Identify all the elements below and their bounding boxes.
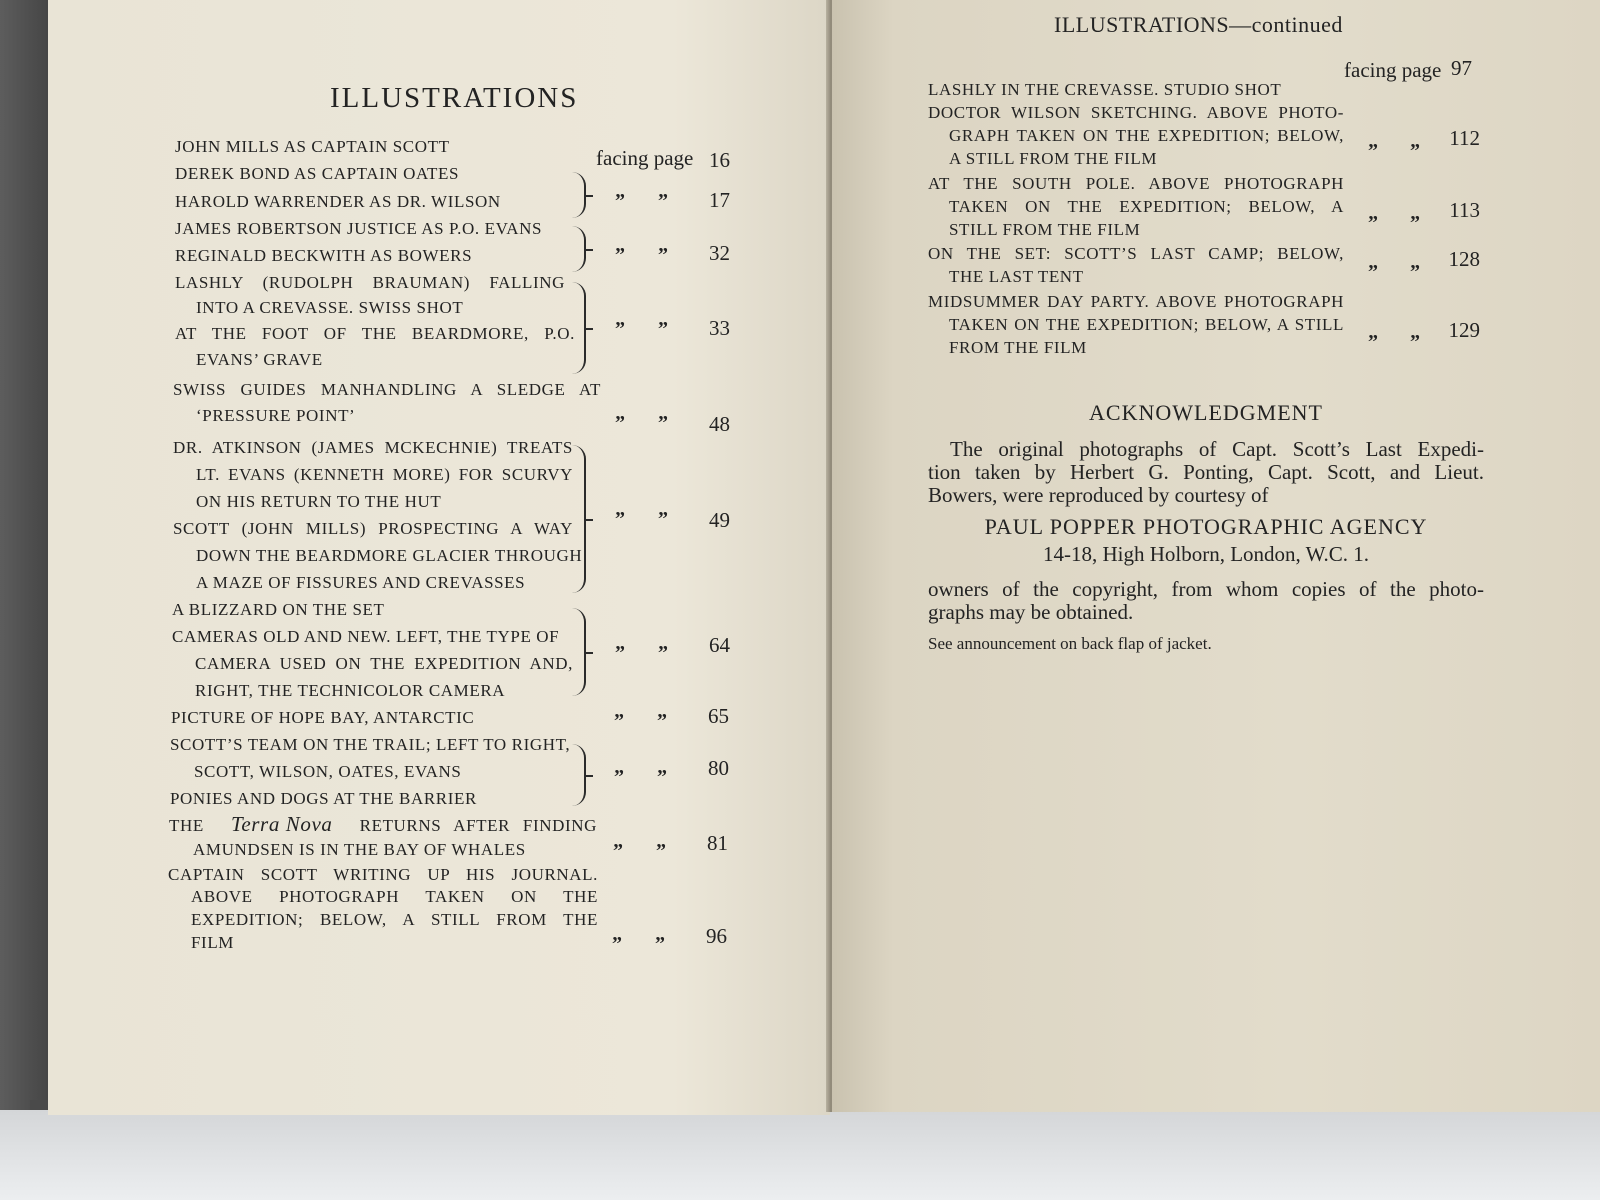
page-number: 16 (709, 148, 730, 172)
illustration-entry: PICTURE OF HOPE BAY, ANTARCTIC (171, 708, 475, 727)
ditto-mark: ” (655, 933, 665, 955)
copyright-paragraph (928, 578, 1484, 624)
ditto-mark: ” (615, 642, 625, 664)
table-surface (0, 1110, 1600, 1200)
page-number: 48 (709, 412, 730, 436)
illustration-entry-continued: EVANS’ GRAVE (196, 350, 323, 369)
illustrations-heading: ILLUSTRATIONS (330, 82, 579, 114)
illustration-entry (169, 812, 597, 837)
illustration-entry-continued: A STILL FROM THE FILM (949, 149, 1158, 168)
illustration-entry-continued: TAKEN ON THE EXPEDITION; BELOW, A (949, 197, 1344, 216)
ditto-mark: ” (1410, 331, 1420, 353)
grouping-brace (570, 282, 586, 374)
illustration-entry-continued: CAMERA USED ON THE EXPEDITION AND, (195, 654, 573, 673)
illustration-entry: SCOTT’S TEAM ON THE TRAIL; LEFT TO RIGHT, (170, 735, 571, 754)
left-page (48, 0, 830, 1115)
illustration-entry: HAROLD WARRENDER AS DR. WILSON (175, 192, 501, 211)
ditto-mark: ” (1410, 140, 1420, 162)
grouping-brace (570, 608, 586, 696)
illustration-entry-continued: DOWN THE BEARDMORE GLACIER THROUGH (196, 546, 583, 565)
illustration-entry-continued: ABOVE PHOTOGRAPH TAKEN ON THE (191, 887, 598, 906)
ditto-mark: ” (1368, 331, 1378, 353)
ditto-mark: ” (615, 244, 625, 266)
illustration-entry-continued: FILM (191, 933, 235, 952)
illustration-entry: AT THE SOUTH POLE. ABOVE PHOTOGRAPH (928, 174, 1344, 193)
right-page (832, 0, 1600, 1112)
ack-line: graphs may be obtained. (928, 600, 1134, 624)
ditto-mark: ” (658, 318, 668, 340)
page-number: 65 (708, 704, 729, 728)
ship-name: Terra Nova (231, 812, 333, 836)
ditto-mark: ” (658, 642, 668, 664)
acknowledgment-paragraph (928, 438, 1484, 507)
illustration-entry-continued: THE LAST TENT (949, 267, 1084, 286)
ditto-mark: ” (615, 412, 625, 434)
ditto-mark: ” (615, 318, 625, 340)
page-number: 17 (709, 188, 730, 212)
page-number: 96 (706, 924, 727, 948)
acknowledgment-heading: ACKNOWLEDGMENT (1089, 400, 1323, 425)
page-number: 113 (1449, 198, 1480, 222)
ack-line: tion taken by Herbert G. Ponting, Capt. Scott, and Lieut. (928, 460, 1484, 484)
illustration-entry-continued: AMUNDSEN IS IN THE BAY OF WHALES (193, 840, 526, 859)
ditto-mark: ” (613, 840, 623, 862)
illustration-entry: JOHN MILLS AS CAPTAIN SCOTT (175, 137, 450, 156)
ditto-mark: ” (614, 710, 624, 732)
illustration-entry: CAPTAIN SCOTT WRITING UP HIS JOURNAL. (168, 865, 598, 884)
illustration-entry: A BLIZZARD ON THE SET (172, 600, 385, 619)
illustration-entry: AT THE FOOT OF THE BEARDMORE, P.O. (175, 324, 575, 343)
ditto-mark: ” (1410, 212, 1420, 234)
facing-page-label: facing page (596, 146, 694, 170)
page-number: 97 (1451, 56, 1472, 80)
continued-heading: ILLUSTRATIONS—continued (1054, 12, 1343, 37)
illustration-entry: LASHLY IN THE CREVASSE. STUDIO SHOT (928, 80, 1282, 99)
ditto-mark: ” (658, 190, 668, 212)
ditto-mark: ” (657, 766, 667, 788)
agency-address: 14-18, High Holborn, London, W.C. 1. (1042, 542, 1370, 566)
page-number: 80 (708, 756, 729, 780)
illustration-entry: SCOTT (JOHN MILLS) PROSPECTING A WAY (173, 519, 573, 538)
ditto-mark: ” (658, 508, 668, 530)
illustration-entry-continued: EXPEDITION; BELOW, A STILL FROM THE (191, 910, 598, 929)
illustration-entry: PONIES AND DOGS AT THE BARRIER (170, 789, 477, 808)
ditto-mark: ” (1368, 140, 1378, 162)
illustration-entry: CAMERAS OLD AND NEW. LEFT, THE TYPE OF (172, 627, 560, 646)
ditto-mark: ” (1368, 261, 1378, 283)
ditto-mark: ” (614, 766, 624, 788)
ack-line: owners of the copyright, from whom copies of the photo- (928, 577, 1484, 601)
ditto-mark: ” (658, 244, 668, 266)
illustration-entry-continued: TAKEN ON THE EXPEDITION; BELOW, A STILL (949, 315, 1344, 334)
illustration-entry: DEREK BOND AS CAPTAIN OATES (175, 164, 460, 183)
page-number: 81 (707, 831, 728, 855)
page-number: 49 (709, 508, 730, 532)
ditto-mark: ” (1410, 261, 1420, 283)
ditto-mark: ” (615, 190, 625, 212)
illustration-entry: SWISS GUIDES MANHANDLING A SLEDGE AT (173, 380, 601, 399)
illustration-entry: ON THE SET: SCOTT’S LAST CAMP; BELOW, (928, 244, 1344, 263)
page-number: 112 (1449, 126, 1480, 150)
page-number: 33 (709, 316, 730, 340)
grouping-brace (570, 744, 586, 806)
grouping-brace (570, 226, 586, 272)
illustration-entry-continued: FROM THE FILM (949, 338, 1087, 357)
illustration-entry-continued: ON HIS RETURN TO THE HUT (196, 492, 442, 511)
illustration-entry: DOCTOR WILSON SKETCHING. ABOVE PHOTO- (928, 103, 1344, 122)
illustration-entry-continued: RIGHT, THE TECHNICOLOR CAMERA (195, 681, 506, 700)
illustration-entry-continued: ‘PRESSURE POINT’ (196, 406, 356, 425)
ditto-mark: ” (612, 933, 622, 955)
illustration-entry-continued: STILL FROM THE FILM (949, 220, 1141, 239)
ditto-mark: ” (1368, 212, 1378, 234)
ack-line: The original photographs of Capt. Scott’s Last Expedi- (950, 437, 1484, 461)
jacket-note: See announcement on back flap of jacket. (928, 634, 1212, 653)
ditto-mark: ” (658, 412, 668, 434)
illustration-entry: REGINALD BECKWITH AS BOWERS (175, 246, 473, 265)
illustration-entry-continued: SCOTT, WILSON, OATES, EVANS (194, 762, 462, 781)
entry-suffix: RETURNS AFTER FINDING (359, 816, 597, 835)
illustration-entry-continued: A MAZE OF FISSURES AND CREVASSES (196, 573, 526, 592)
ditto-mark: ” (615, 508, 625, 530)
agency-name: PAUL POPPER PHOTOGRAPHIC AGENCY (984, 514, 1428, 539)
grouping-brace (570, 445, 586, 593)
grouping-brace (570, 172, 586, 218)
illustration-entry-continued: LT. EVANS (KENNETH MORE) FOR SCURVY (196, 465, 573, 484)
page-number: 129 (1448, 318, 1480, 342)
illustration-entry: MIDSUMMER DAY PARTY. ABOVE PHOTOGRAPH (928, 292, 1344, 311)
illustration-entry: LASHLY (RUDOLPH BRAUMAN) FALLING (175, 273, 565, 292)
entry-prefix: THE (169, 816, 204, 835)
illustration-entry: DR. ATKINSON (JAMES MCKECHNIE) TREATS (173, 438, 573, 457)
facing-page-label: facing page (1344, 58, 1442, 82)
illustration-entry-continued: GRAPH TAKEN ON THE EXPEDITION; BELOW, (949, 126, 1344, 145)
page-number: 64 (709, 633, 730, 657)
illustration-entry-continued: INTO A CREVASSE. SWISS SHOT (196, 298, 464, 317)
ditto-mark: ” (657, 710, 667, 732)
illustration-entry: JAMES ROBERTSON JUSTICE AS P.O. EVANS (175, 219, 543, 238)
ack-line: Bowers, were reproduced by courtesy of (928, 483, 1269, 507)
page-number: 32 (709, 241, 730, 265)
page-number: 128 (1448, 247, 1480, 271)
ditto-mark: ” (656, 840, 666, 862)
